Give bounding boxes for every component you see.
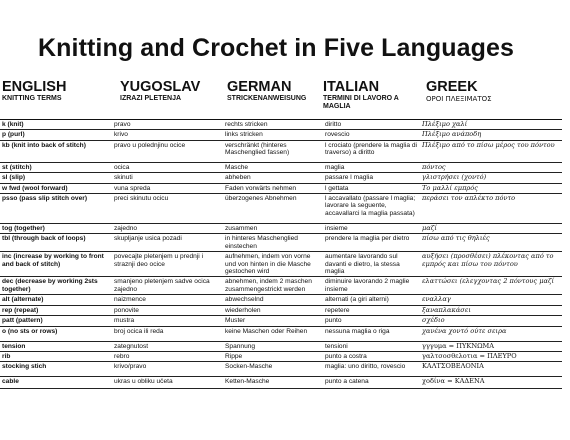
cell-italian: diritto [323, 120, 420, 130]
table-row [0, 162, 562, 172]
cell-yugoslav: krivo/pravo [112, 362, 223, 377]
table-row [0, 183, 562, 193]
header-german-lang: GERMAN [227, 79, 292, 95]
table-row [0, 316, 562, 326]
cell-english: st (stitch) [0, 162, 112, 172]
cell-english: inc (increase by working to front and back of stitch) [0, 252, 112, 277]
cell-italian: insieme [323, 224, 420, 234]
cell-italian: l gettata [323, 183, 420, 193]
cell-yugoslav: ukras u obliku učeta [112, 377, 223, 389]
cell-italian: l accavallato (passare l maglia; lavorare la seguente, accavallarci la maglia passata) [323, 194, 420, 224]
cell-german: abheben [223, 173, 323, 183]
cell-english: dec (decrease by working 2sts together) [0, 277, 112, 295]
cell-german: Faden vorwärts nehmen [223, 183, 323, 193]
cell-german: links stricken [223, 130, 323, 140]
cell-greek: γγγυμα = ΠΥΚΝΩΜΑ [420, 341, 562, 351]
cell-greek: Πλέξιμο χαλί [420, 120, 562, 130]
cell-greek: ελαττώσει (ελεγχοντας 2 πόντους μαζί [420, 277, 562, 295]
cell-yugoslav: vuna spreda [112, 183, 223, 193]
cell-german: Ketten-Masche [223, 377, 323, 389]
cell-yugoslav: smanjeno pletenjem sadve ocica zajedno [112, 277, 223, 295]
table-row [0, 362, 562, 377]
table-row [0, 130, 562, 140]
table-row [0, 120, 562, 130]
cell-yugoslav: preci skinutu ocicu [112, 194, 223, 224]
cell-english: tbl (through back of loops) [0, 234, 112, 252]
cell-yugoslav: pravo u polednjinu ocice [112, 140, 223, 162]
header-german [227, 80, 306, 103]
cell-greek: ξαναπλακάσει [420, 305, 562, 315]
cell-german: abwechselnd [223, 295, 323, 305]
cell-greek: πίσω από τις θηλιές [420, 234, 562, 252]
terms-table [0, 119, 562, 389]
table-row [0, 252, 562, 277]
cell-english: rib [0, 351, 112, 361]
cell-italian: aumentare lavorando sul davanti e dietro, la stessa maglia [323, 252, 420, 277]
cell-italian: passare l maglia [323, 173, 420, 183]
cell-greek: αυξήσει (προσθέσει) πλέκοντας από το εμπρός και πίσω του πόντου [420, 252, 562, 277]
cell-english: stocking stich [0, 362, 112, 377]
cell-greek: χοδίνα = ΚΑΔΕΝΑ [420, 377, 562, 389]
cell-english: patt (pattern) [0, 316, 112, 326]
table-row [0, 277, 562, 295]
cell-german: Spannung [223, 341, 323, 351]
table-row [0, 173, 562, 183]
cell-yugoslav: mustra [112, 316, 223, 326]
cell-english: cable [0, 377, 112, 389]
cell-yugoslav: ponovite [112, 305, 223, 315]
cell-italian: alternati (a giri alterni) [323, 295, 420, 305]
cell-italian: diminuire lavorando 2 maglie insieme [323, 277, 420, 295]
table-row [0, 234, 562, 252]
cell-english: k (knit) [0, 120, 112, 130]
cell-greek: Πλέξιμο ανάποδη [420, 130, 562, 140]
cell-english: w fwd (wool forward) [0, 183, 112, 193]
cell-english: sl (slip) [0, 173, 112, 183]
cell-english: o (no sts or rows) [0, 326, 112, 341]
cell-english: rep (repeat) [0, 305, 112, 315]
cell-yugoslav: krivo [112, 130, 223, 140]
cell-german: zusammen [223, 224, 323, 234]
cell-yugoslav: povecajte pletenjem u prednji i straznji deo ocice [112, 252, 223, 277]
header-english-lang: ENGLISH [2, 79, 67, 95]
cell-italian: punto a catena [323, 377, 420, 389]
cell-german: Rippe [223, 351, 323, 361]
header-italian-lang: ITALIAN [323, 79, 380, 95]
cell-yugoslav: zajedno [112, 224, 223, 234]
header-english-sub: KNITTING TERMS [2, 95, 62, 102]
header-italian [323, 80, 418, 111]
cell-greek: Το μαλλί εμπρός [420, 183, 562, 193]
cell-italian: punto a costra [323, 351, 420, 361]
cell-greek: ΚΑΛΤΣΟΒΕΛΟΝΙΑ [420, 362, 562, 377]
cell-greek: σχέδιο [420, 316, 562, 326]
cell-italian: l crociato (prendere la maglia di traverso) a diritto [323, 140, 420, 162]
cell-greek: γλιστρήσει (χοντό) [420, 173, 562, 183]
cell-german: Masche [223, 162, 323, 172]
cell-german: Socken-Masche [223, 362, 323, 377]
header-italian-sub: TERMINI DI LAVORO A MAGLIA [323, 95, 399, 110]
cell-german: verschränkt (hinteres Maschenglied fassen) [223, 140, 323, 162]
table-row [0, 326, 562, 341]
table-row [0, 295, 562, 305]
cell-italian: repetere [323, 305, 420, 315]
table-row [0, 140, 562, 162]
table-row [0, 194, 562, 224]
cell-yugoslav: skupljanje usica pozadi [112, 234, 223, 252]
cell-english: tog (together) [0, 224, 112, 234]
cell-yugoslav: rebro [112, 351, 223, 361]
cell-german: überzogenes Abnehmen [223, 194, 323, 224]
cell-english: tension [0, 341, 112, 351]
cell-german: Muster [223, 316, 323, 326]
cell-greek: γαλτσοσθελοτια = ΠΛΕΥΡΟ [420, 351, 562, 361]
cell-italian: rovescio [323, 130, 420, 140]
cell-italian: nessuna maglia o riga [323, 326, 420, 341]
cell-german: in hinteres Maschenglied einstechen [223, 234, 323, 252]
cell-english: alt (alternate) [0, 295, 112, 305]
cell-yugoslav: ocica [112, 162, 223, 172]
cell-yugoslav: zategnutost [112, 341, 223, 351]
header-greek-lang: GREEK [426, 79, 478, 95]
cell-greek: εναλλαγ [420, 295, 562, 305]
cell-english: p (purl) [0, 130, 112, 140]
cell-yugoslav: naizmence [112, 295, 223, 305]
cell-greek: χανένα χοντό ούτε σειρα [420, 326, 562, 341]
table-row [0, 377, 562, 389]
table-row [0, 305, 562, 315]
cell-italian: maglia: uno diritto, rovescio [323, 362, 420, 377]
cell-yugoslav: skinuti [112, 173, 223, 183]
cell-greek: Πλέξιμο από το πίσω μέρος του πόντου [420, 140, 562, 162]
header-english [2, 80, 66, 103]
cell-greek: περάσει τον απλέκτο πόντο [420, 194, 562, 224]
cell-german: wiederholen [223, 305, 323, 315]
cell-english: kb (knit into back of stitch) [0, 140, 112, 162]
table-row [0, 341, 562, 351]
header-german-sub: STRICKENANWEISUNG [227, 95, 307, 102]
cell-italian: maglia [323, 162, 420, 172]
cell-german: rechts stricken [223, 120, 323, 130]
cell-german: keine Maschen oder Reihen [223, 326, 323, 341]
table-row [0, 224, 562, 234]
page-title: Knitting and Crochet in Five Languages [38, 34, 515, 62]
header-greek-sub: ΟΡΟΙ ΠΛΕΞΙΜΑΤΟΣ [426, 95, 492, 103]
table-row [0, 351, 562, 361]
cell-italian: punto [323, 316, 420, 326]
cell-english: psso (pass slip stitch over) [0, 194, 112, 224]
cell-german: aufnehmen, indem von vorne und von hinten in die Masche gestochen wird [223, 252, 323, 277]
cell-italian: tensioni [323, 341, 420, 351]
cell-greek: μαζί [420, 224, 562, 234]
cell-greek: πόντος [420, 162, 562, 172]
header-yugoslav-lang: YUGOSLAV [120, 79, 201, 95]
cell-italian: prendere la maglia per dietro [323, 234, 420, 252]
header-yugoslav-sub: IZRAZI PLETENJA [120, 95, 182, 102]
cell-german: abnehmen, indem 2 maschen zusammengestrickt werden [223, 277, 323, 295]
header-yugoslav [120, 80, 200, 103]
terms-table-body [0, 120, 562, 389]
cell-yugoslav: pravo [112, 120, 223, 130]
cell-yugoslav: broj ocica ili reda [112, 326, 223, 341]
header-greek [426, 80, 492, 103]
